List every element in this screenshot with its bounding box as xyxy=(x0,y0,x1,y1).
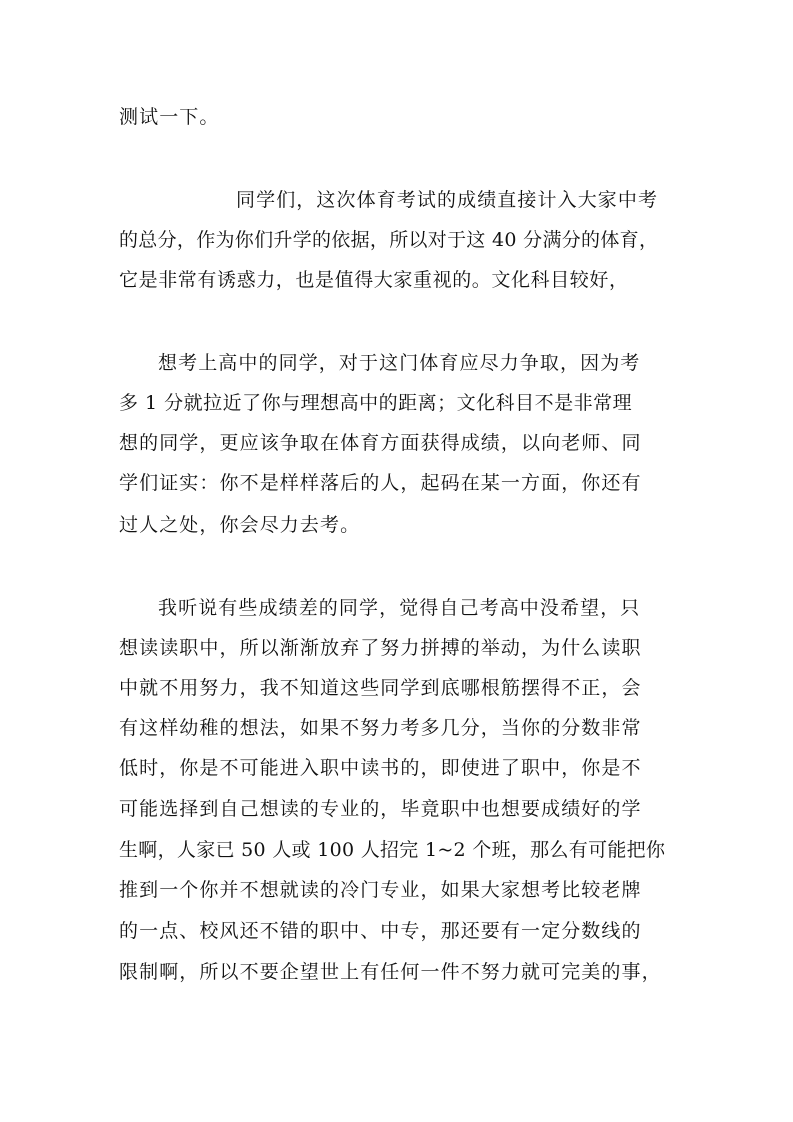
text-line: 学们证实：你不是样样落后的人，起码在某一方面，你还有 xyxy=(119,472,642,494)
text-line: 多 1 分就拉近了你与理想高中的距离；文化科目不是非常理 xyxy=(119,392,633,414)
paragraph-first-line: 我听说有些成绩差的同学，觉得自己考高中没希望，只 xyxy=(158,597,641,619)
text-line: 过人之处，你会尽力去考。 xyxy=(119,514,361,536)
text-line: 推到一个你并不想就读的冷门专业，如果大家想考比较老牌 xyxy=(119,879,642,901)
paragraph-first-line: 同学们，这次体育考试的成绩直接计入大家中考 xyxy=(236,189,659,211)
text-line: 有这样幼稚的想法，如果不努力考多几分，当你的分数非常 xyxy=(119,717,642,739)
text-line: 测试一下。 xyxy=(119,106,220,128)
text-line: 想读读职中，所以渐渐放弃了努力拼搏的举动，为什么读职 xyxy=(119,637,642,659)
text-line: 想的同学，更应该争取在体育方面获得成绩，以向老师、同 xyxy=(119,432,642,454)
text-line: 的一点、校风还不错的职中、中专，那还要有一定分数线的 xyxy=(119,920,642,942)
text-line: 低时，你是不可能进入职中读书的，即使进了职中，你是不 xyxy=(119,757,642,779)
text-line: 它是非常有诱惑力，也是值得大家重视的。文化科目较好， xyxy=(119,269,629,291)
text-line: 的总分，作为你们升学的依据，所以对于这 40 分满分的体育， xyxy=(119,229,659,251)
text-line: 生啊，人家已 50 人或 100 人招完 1~2 个班，那么有可能把你 xyxy=(119,839,666,861)
paragraph-first-line: 想考上高中的同学，对于这门体育应尽力争取，因为考 xyxy=(158,352,641,374)
text-line: 中就不用努力，我不知道这些同学到底哪根筋摆得不正，会 xyxy=(119,677,642,699)
text-line: 限制啊，所以不要企望世上有任何一件不努力就可完美的事， xyxy=(119,961,662,983)
text-line: 可能选择到自己想读的专业的，毕竟职中也想要成绩好的学 xyxy=(119,798,642,820)
